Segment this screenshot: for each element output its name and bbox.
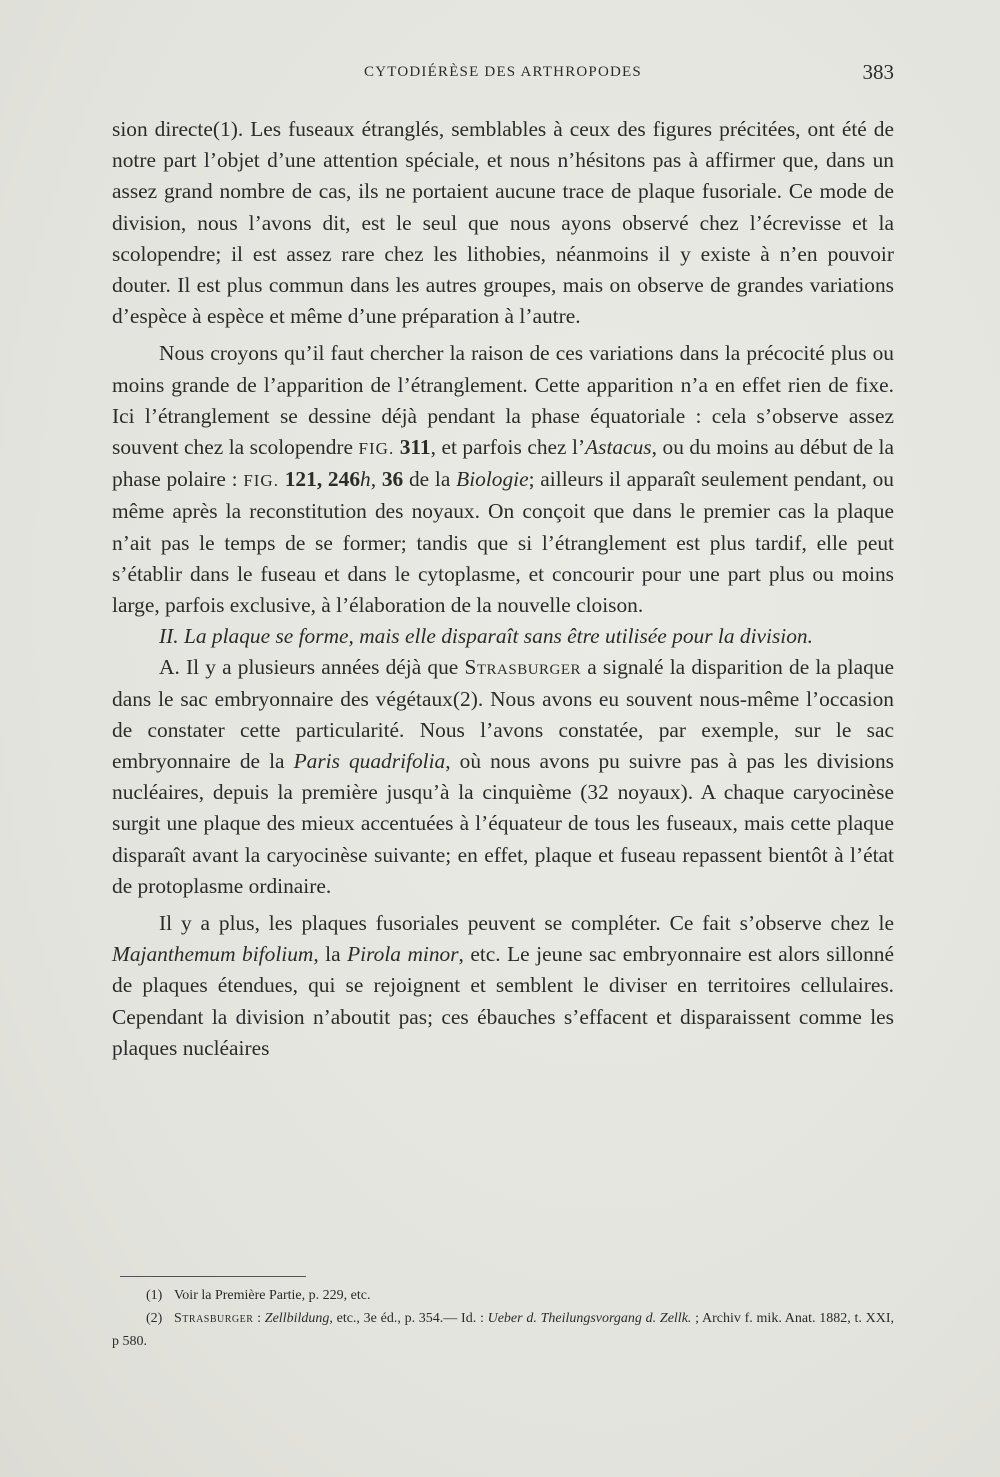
footnote-work-title: Ueber d. Theilungsvorgang d. Zellk.: [487, 1311, 692, 1326]
taxon-pirola: Pirola minor: [347, 942, 459, 967]
footnotes: [112, 1284, 894, 1353]
footnote-text: Voir la Première Partie, p. 229, etc.: [174, 1288, 371, 1303]
figure-ref-suffix: h,: [360, 467, 377, 492]
figure-ref-label: FIG.: [243, 471, 279, 491]
taxon-paris: Paris quadrifolia: [293, 749, 446, 774]
footnote-divider: [120, 1276, 306, 1277]
work-title-biologie: Biologie: [456, 467, 529, 492]
footnote-2: [112, 1307, 894, 1353]
footnote-ref-1: (1): [212, 117, 238, 141]
footnote-ref-2: (2): [452, 686, 478, 711]
text-run: A. Il y a plusieurs années déjà que: [159, 655, 465, 680]
footnote-1: [112, 1284, 894, 1307]
text-run: Il y a plus, les plaques fusoriales peuvent se compléter. Ce fait s’observe chez le: [159, 911, 894, 936]
running-title: CYTODIÉRÈSE DES ARTHROPODES: [364, 64, 642, 80]
text-run: . Nous avons eu souvent nous-même l’occasion de constater cette particularité. Nous l’avons constatée, par exemple, sur le sac embryonnaire de la: [112, 686, 894, 774]
footnote-text: :: [253, 1311, 265, 1326]
paragraph-4: [112, 908, 894, 1064]
footnote-text: ; Archiv f. mik. Anat. 1882, t. XXI, p 580.: [112, 1311, 895, 1349]
footnote-number: (1): [146, 1288, 163, 1303]
footnote-text: , etc., 3e éd., p. 354.— Id. :: [329, 1311, 488, 1326]
section-heading: II. La plaque se forme, mais elle disparaît sans être utilisée pour la division.: [159, 624, 813, 649]
footnote-number: (2): [146, 1311, 163, 1326]
figure-ref-number: 311: [399, 435, 431, 460]
text-run: , et parfois chez l’: [430, 435, 586, 460]
text-run: , etc. Le jeune sac embryonnaire est alors sillonné de plaques étendues, qui se rejoignent et semblent le diviser en territoires cellulaires. Cependant la division n’aboutit pas; ces ébauches s’effacent et disparaissent comme les plaques nucléaires: [112, 942, 895, 1060]
paragraph-1: [112, 114, 894, 332]
footnote-author: Strasburger: [174, 1311, 254, 1326]
text-run: Nous croyons qu’il faut chercher la raison de ces variations dans la précocité plus ou moins grande de l’apparition de l’étranglement. Cette apparition n’a en effet rien de fixe. Ici l’étranglement se dessine déjà pendant la phase équatoriale : cela s’observe assez souvent chez la scolopendre: [112, 341, 894, 460]
running-head: [112, 62, 894, 86]
text-run: a signalé la disparition de la plaque dans le sac embryonnaire des végétaux: [112, 655, 895, 711]
page-number: 383: [862, 60, 894, 84]
author-name: Strasburger: [464, 655, 582, 680]
paragraph-3: [112, 652, 894, 902]
text-run: , où nous avons pu suivre pas à pas les divisions nucléaires, depuis la première jusqu’à la cinquième (32 noyaux). A chaque caryocinèse surgit une plaque des mieux accentuées à l’équateur de tous les fuseaux, mais cette plaque disparaît avant la caryocinèse suivante; en effet, plaque et fuseau repassent bientôt à l’état de protoplasme ordinaire.: [112, 749, 894, 898]
taxon-majanthemum: Majanthemum bifolium: [112, 942, 314, 967]
text-run: . Les fuseaux étranglés, semblables à ceux des figures précitées, ont été de notre part l’objet d’une attention spéciale, et nous n’hésitons pas à affirmer que, dans un assez grand nombre de cas, ils ne portaient aucune trace de plaque fusoriale. Ce mode de division, nous l’avons dit, est le seul que nous ayons observé chez l’écrevisse et la scolopendre; il est assez rare chez les lithobies, néanmoins il y existe à n’en pouvoir douter. Il est plus commun dans les autres groupes, mais on observe de grandes variations d’espèce à espèce et même d’une préparation à l’autre.: [112, 117, 894, 329]
text-run: de la: [403, 467, 457, 492]
text-run: ; ailleurs il apparaît seulement pendant, ou même après la reconstitution des noyaux. On conçoit que dans le premier cas la plaque n’ait pas le temps de se former; tandis que si l’étranglement est plus tardif, elle peut s’établir dans le fuseau et dans le cytoplasme, et concourir pour une part plus ou moins large, parfois exclusive, à l’élaboration de la nouvelle cloison.: [112, 467, 894, 618]
text-run: sion directe: [112, 117, 213, 141]
figure-ref-number: 36: [376, 467, 404, 492]
text-run: , ou du moins au début de la phase polaire :: [112, 435, 894, 492]
taxon-astacus: Astacus: [585, 435, 652, 460]
footnote-work-title: Zellbildung: [264, 1311, 330, 1326]
body-text: [112, 114, 894, 1064]
paragraph-2: [112, 338, 894, 621]
text-run: , la: [313, 942, 348, 967]
figure-ref-number: 121, 246: [284, 467, 361, 492]
figure-ref-label: FIG.: [358, 439, 395, 459]
